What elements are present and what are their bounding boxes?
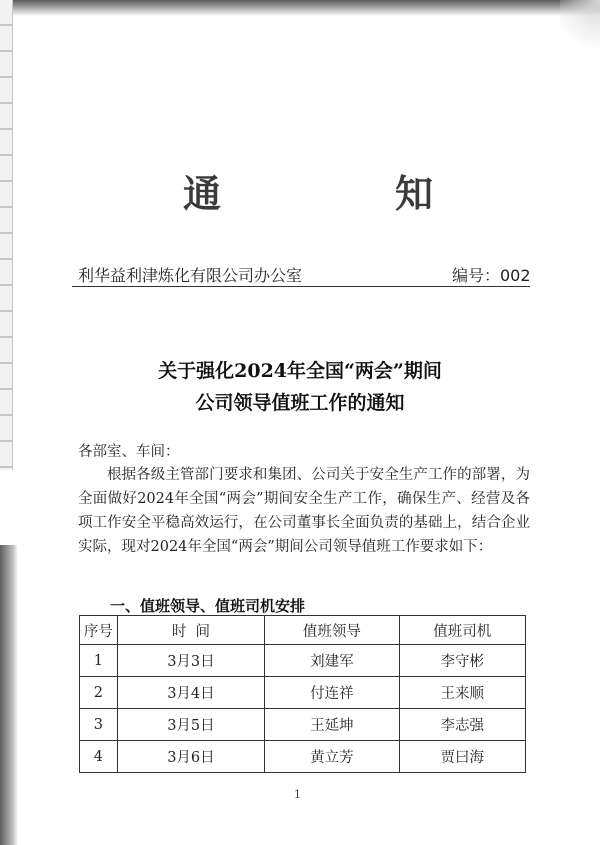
table-row xyxy=(80,741,526,773)
scan-shadow-bottom-left xyxy=(0,545,18,845)
cell-no: 1 xyxy=(80,645,118,677)
cell-driver: 李守彬 xyxy=(399,645,525,677)
header-cell-leader: 值班领导 xyxy=(265,616,399,645)
cell-leader: 王延坤 xyxy=(265,709,399,741)
cell-date: 3月6日 xyxy=(117,741,264,773)
cell-leader: 黄立芳 xyxy=(265,741,399,773)
document-number: 编号：002 xyxy=(452,266,531,285)
cell-no: 4 xyxy=(80,741,118,773)
header-cell-time: 时 间 xyxy=(117,616,264,645)
cell-date: 3月5日 xyxy=(117,709,264,741)
cell-driver: 王来顺 xyxy=(399,677,525,709)
cell-date: 3月4日 xyxy=(117,677,264,709)
cell-leader: 付连祥 xyxy=(265,677,399,709)
body-paragraph: 根据各级主管部门要求和集团、公司关于安全生产工作的部署，为全面做好2024年全国“两会”期间安全生产工作，确保生产、经营及各项工作安全平稳高效运行，在公司董事长全面负责的基础上，结合企业实际，现对2024年全国“两会”期间公司领导值班工作要求如下： xyxy=(78,467,530,555)
issuing-office: 利华益利津炼化有限公司办公室 xyxy=(78,266,303,285)
section-heading: 一、值班领导、值班司机安排 xyxy=(110,597,306,615)
document-title xyxy=(90,355,510,419)
cell-driver: 贾曰海 xyxy=(399,741,525,773)
header-cell-driver: 值班司机 xyxy=(399,616,525,645)
cell-no: 2 xyxy=(80,677,118,709)
table-header-row xyxy=(80,616,526,645)
table-row xyxy=(80,645,526,677)
scan-shadow-top xyxy=(0,0,600,16)
table-row xyxy=(80,709,526,741)
document-title-line-1: 关于强化2024年全国“两会”期间 xyxy=(158,360,442,382)
notice-heading-char-2: 知 xyxy=(394,170,433,216)
duty-schedule-table xyxy=(79,615,526,773)
document-title-line-2: 公司领导值班工作的通知 xyxy=(195,392,405,414)
cell-leader: 刘建军 xyxy=(265,645,399,677)
scan-edge-left xyxy=(0,0,13,470)
notice-heading xyxy=(183,165,433,215)
header-divider xyxy=(72,286,530,287)
table-row xyxy=(80,677,526,709)
cell-date: 3月3日 xyxy=(117,645,264,677)
notice-heading-char-1: 通 xyxy=(183,170,222,216)
scan-shadow-top-right xyxy=(560,0,600,60)
salutation: 各部室、车间： xyxy=(78,444,180,460)
page-number: 1 xyxy=(294,788,301,801)
header-cell-no: 序号 xyxy=(80,616,118,645)
cell-driver: 李志强 xyxy=(399,709,525,741)
cell-no: 3 xyxy=(80,709,118,741)
